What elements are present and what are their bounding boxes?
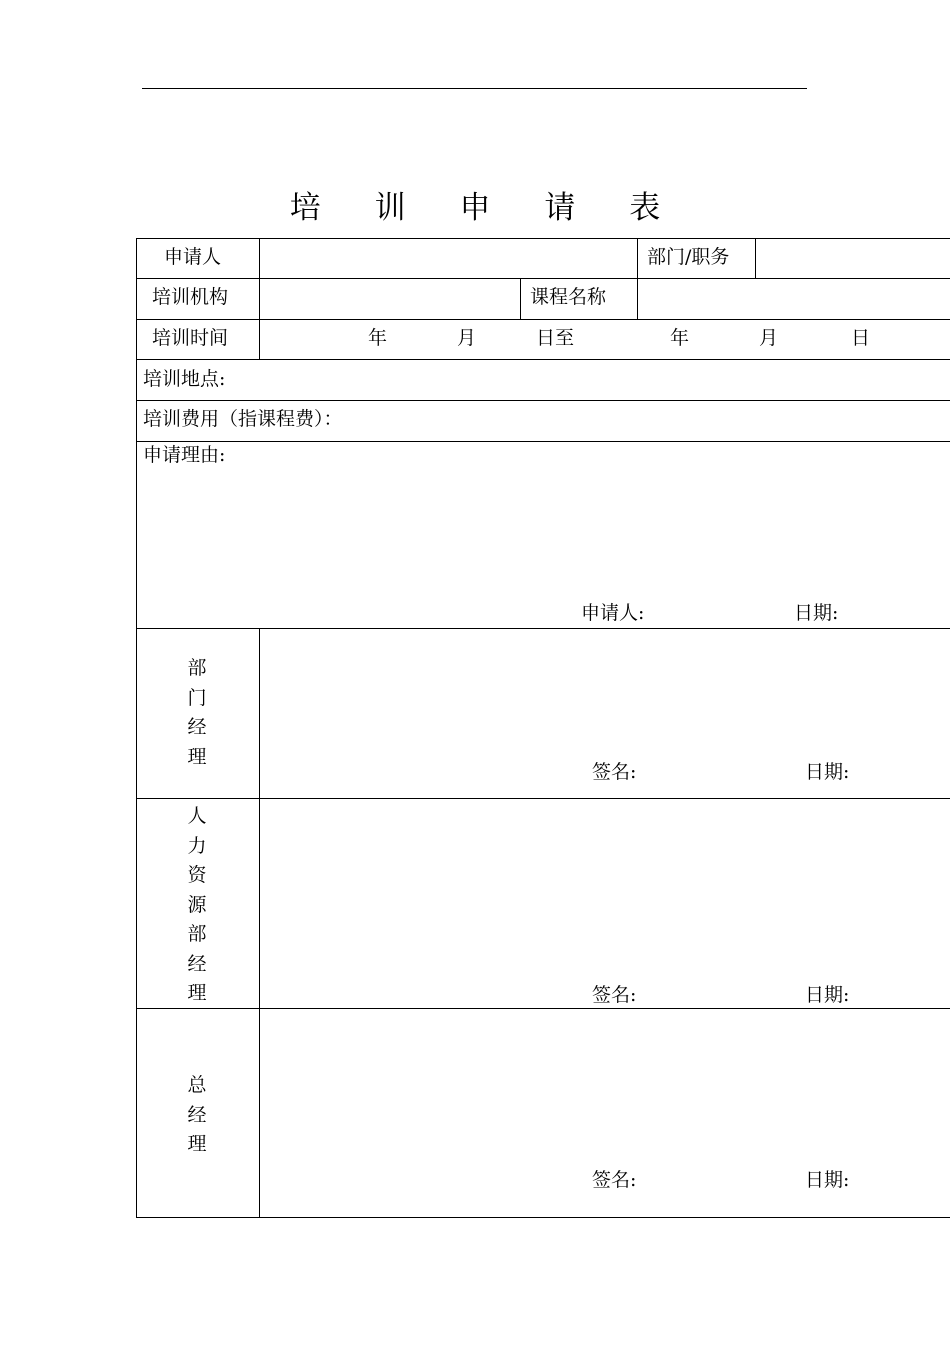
department-position-label: 部门/职务 (647, 246, 730, 268)
end-day-label: 日 (851, 327, 871, 349)
column-divider (755, 238, 756, 279)
row-divider (136, 441, 950, 442)
reason-applicant-label: 申请人: (581, 602, 645, 624)
column-divider (520, 278, 521, 320)
training-org-label: 培训机构 (152, 286, 229, 308)
dept-manager-date-label: 日期: (805, 761, 850, 783)
dept-manager-label: 部 门 经 理 (187, 657, 207, 768)
training-application-form (136, 238, 950, 1218)
start-day-to-label: 日至 (536, 327, 575, 349)
reason-date-label: 日期: (794, 602, 839, 624)
training-location-label: 培训地点: (143, 368, 226, 390)
training-time-label: 培训时间 (152, 327, 229, 349)
end-month-label: 月 (759, 327, 779, 349)
course-name-label: 课程名称 (530, 286, 607, 308)
form-title: 培 训 申 请 表 (289, 190, 683, 226)
applicant-label: 申请人 (164, 246, 222, 268)
column-divider (637, 278, 638, 320)
hr-manager-label: 人 力 资 源 部 经 理 (187, 805, 207, 1004)
general-manager-sign-label: 签名: (592, 1169, 637, 1191)
label-column-divider (259, 238, 260, 360)
reason-label: 申请理由: (143, 444, 226, 466)
training-fee-label: 培训费用（指课程费）： (143, 408, 343, 430)
header-rule (142, 88, 807, 89)
hr-manager-date-label: 日期: (805, 984, 850, 1006)
row-divider (136, 400, 950, 401)
start-month-label: 月 (457, 327, 477, 349)
column-divider (637, 238, 638, 279)
approval-column-divider (259, 628, 260, 1218)
general-manager-date-label: 日期: (805, 1169, 850, 1191)
hr-manager-sign-label: 签名: (592, 984, 637, 1006)
general-manager-label: 总 经 理 (187, 1074, 207, 1155)
dept-manager-sign-label: 签名: (592, 761, 637, 783)
start-year-label: 年 (368, 327, 388, 349)
end-year-label: 年 (670, 327, 690, 349)
